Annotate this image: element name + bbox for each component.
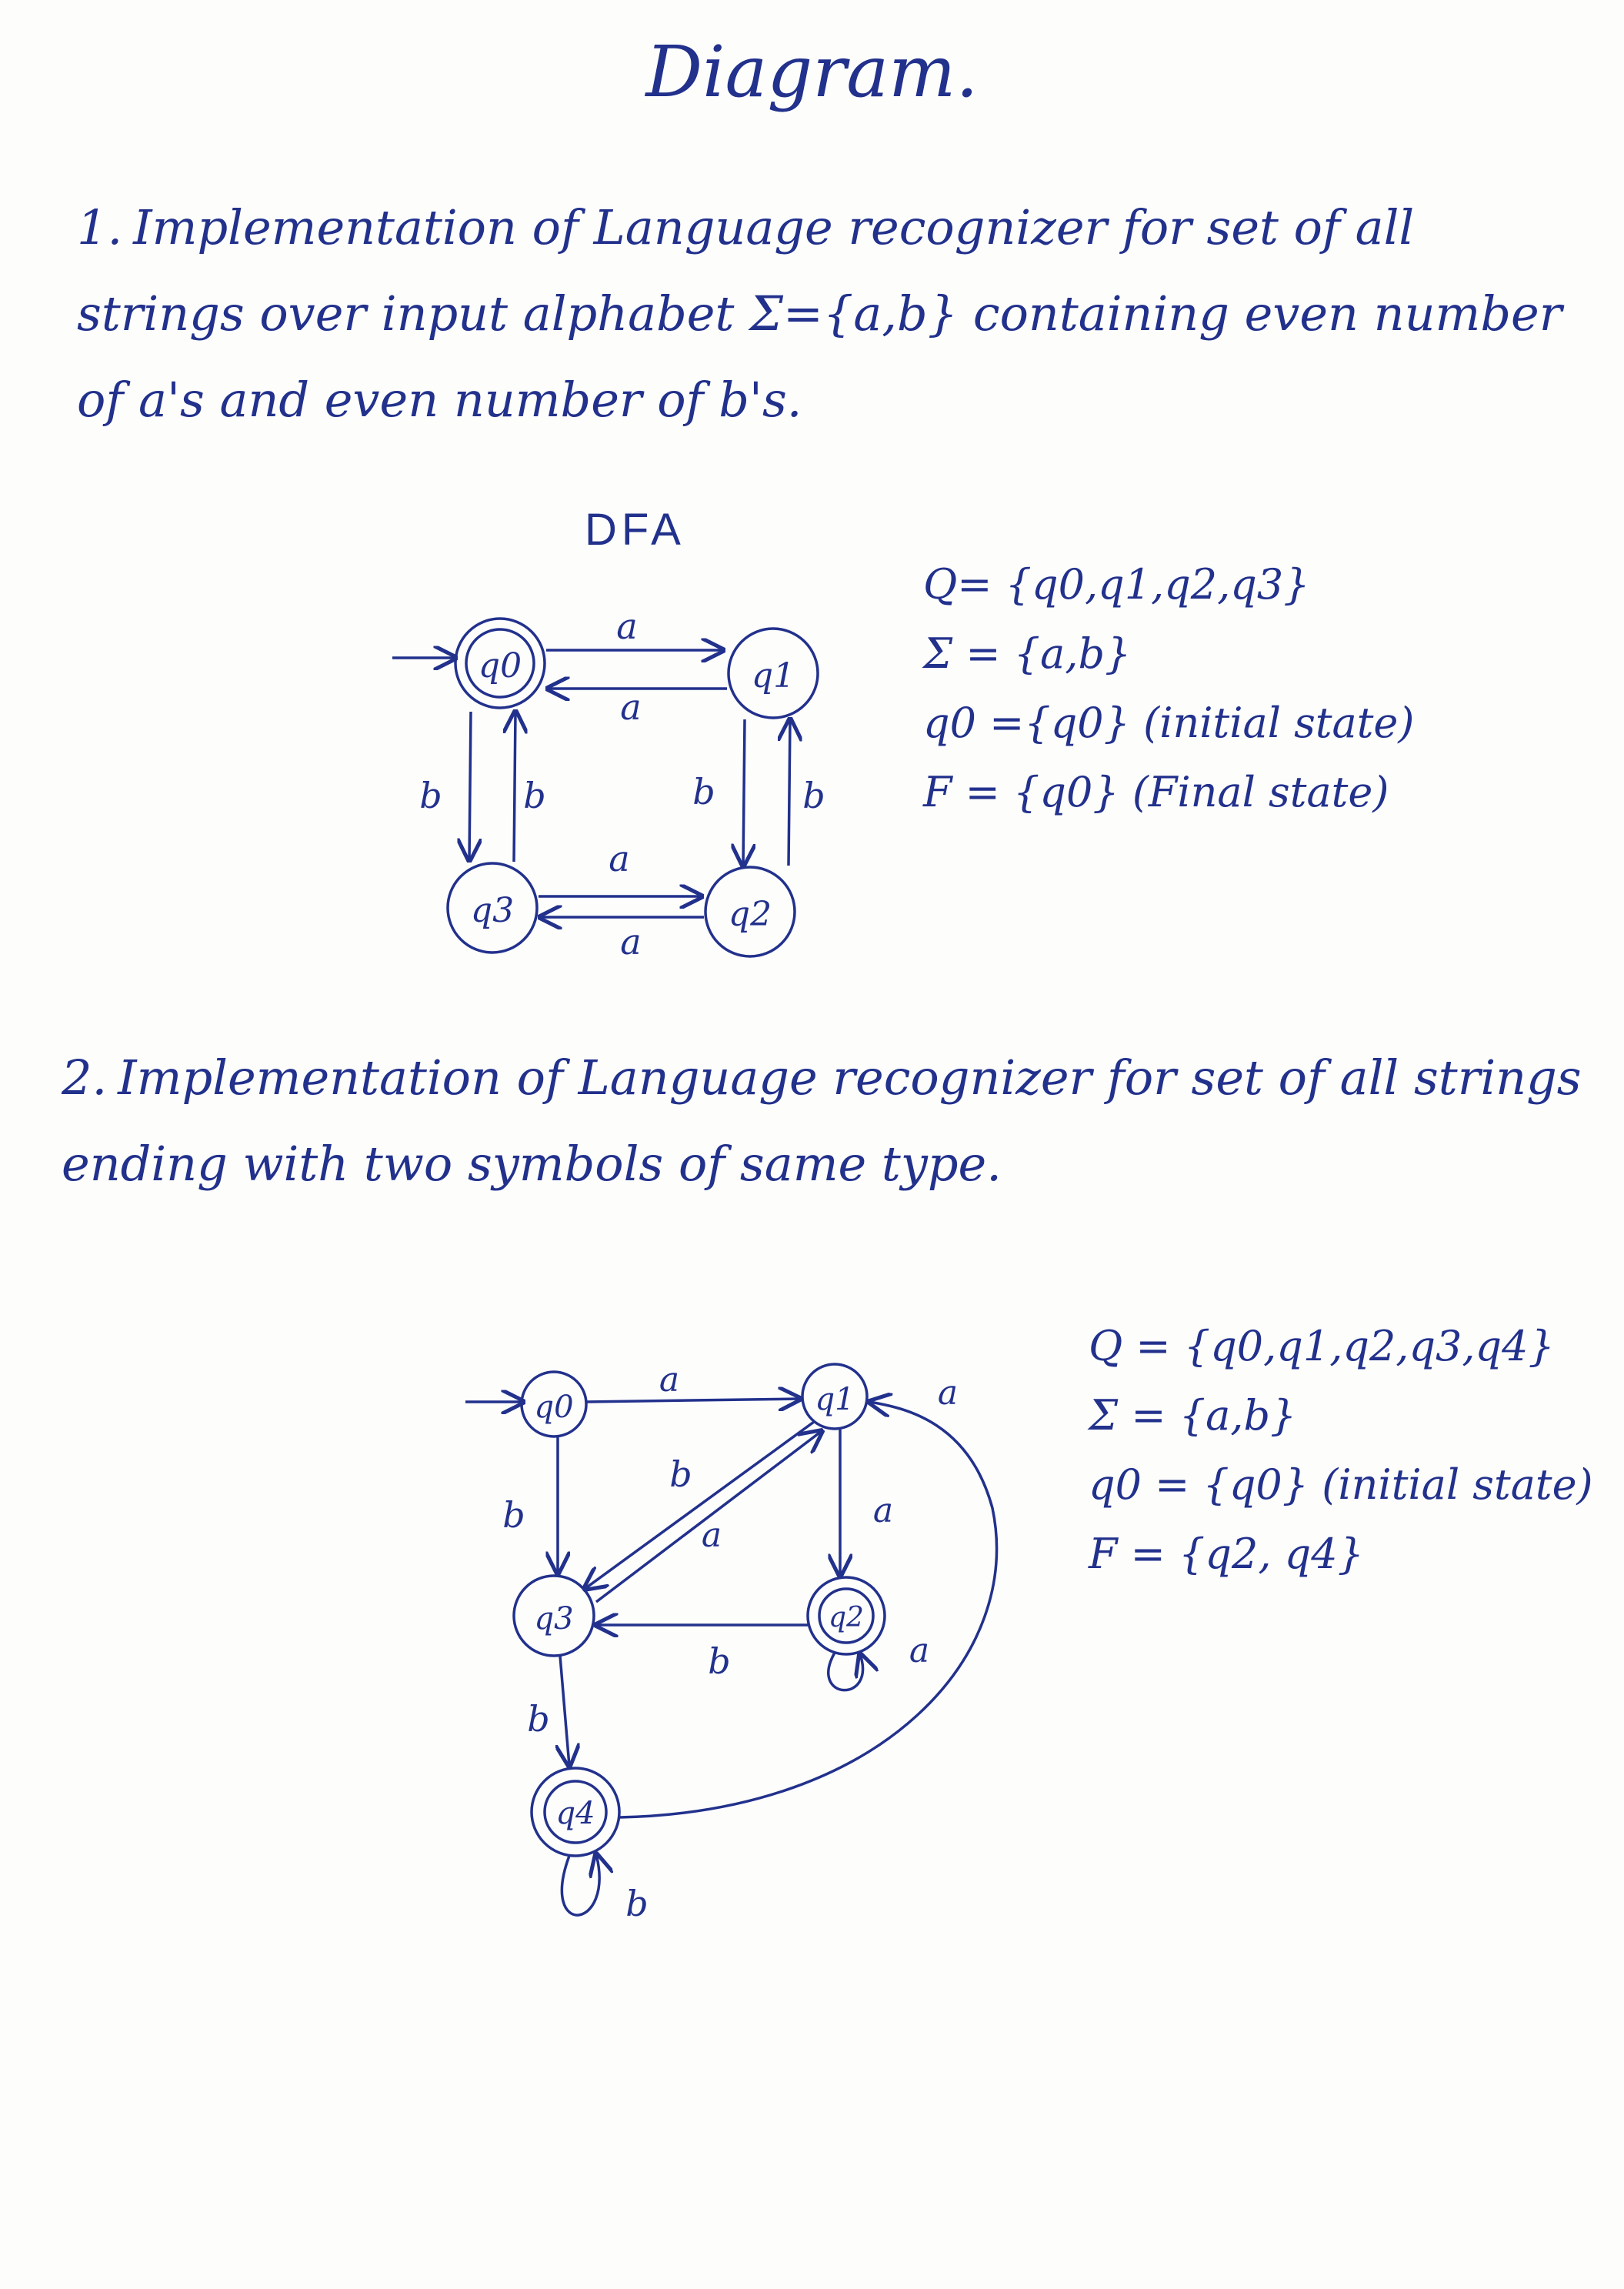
section1-line-3: of a's and even number of b's. [77,372,802,428]
edge-q0-q3-label: b [419,775,442,816]
state-q1-label: q1 [751,656,795,696]
edge2-q2-loop [829,1653,863,1690]
edge2-q3-q1-label: a [701,1516,722,1555]
edge-q3-q2-label: a [609,838,630,879]
section2-line-2: ending with two symbols of same type. [62,1136,1002,1192]
def-initial-state: q0 ={q0} (initial state) [923,699,1415,747]
def2-initial-state: q0 = {q0} (initial state) [1089,1460,1593,1509]
edge2-q3-q4-label: b [527,1698,550,1740]
def2-alphabet: Σ = {a,b} [1089,1391,1297,1440]
state2-q1-label: q1 [815,1382,855,1417]
edge2-q2-q3-label: b [708,1640,731,1682]
edge2-q0-q1-label: a [659,1360,680,1400]
edge-q1-q0-label: a [620,686,642,728]
state2-q4-label: q4 [555,1796,595,1831]
edge2-q1-q3 [585,1422,814,1589]
def2-states: Q = {q0,q1,q2,q3,q4} [1089,1322,1555,1370]
edge-q1-q2-label: b [692,771,715,812]
section1-number: 1. [77,199,123,255]
edge2-q4-loop-label: b [625,1883,649,1924]
edge-q2-q1-label: b [802,775,825,816]
edge2-q2-loop-label: a [909,1631,930,1670]
state2-q2 [808,1577,885,1654]
section2-line-1: Implementation of Language recognizer for set of all strings [118,1049,1582,1106]
state-q0-label: q0 [478,646,522,686]
def2-final-states: F = {q2, q4} [1089,1530,1364,1578]
edge-q2-q3-label: a [620,921,642,963]
section2-number: 2. [62,1049,108,1106]
page-title: Diagram. [645,31,979,113]
edge2-q4-q1-label: a [937,1373,959,1413]
edge2-q1-q2-label: a [872,1491,894,1530]
edge-q3-q0-label: b [523,775,546,816]
edge2-q3-q4 [560,1656,569,1766]
def-alphabet: Σ = {a,b} [923,629,1132,678]
state2-q2-label: q2 [829,1602,864,1633]
state-q3-label: q3 [470,891,515,930]
section1-line-1: Implementation of Language recognizer for set of all [133,199,1415,255]
edge2-q0-q1 [586,1399,800,1402]
state2-q3-label: q3 [534,1601,574,1637]
def-states: Q= {q0,q1,q2,q3} [923,560,1310,609]
dfa-label: DFA [585,505,685,555]
state2-q0-label: q0 [534,1390,574,1425]
def-final-state: F = {q0} (Final state) [923,768,1389,816]
section2-definitions [1089,1312,1593,1589]
state2-q4 [532,1768,619,1856]
edge2-q1-q3-label: b [669,1453,692,1495]
state2-q1 [802,1364,867,1429]
edge2-q0-q3-label: b [502,1494,525,1536]
state-q2-label: q2 [728,895,772,934]
section1-line-2: strings over input alphabet Σ={a,b} containing even number [77,285,1562,342]
edge-q0-q1-label: a [616,606,638,647]
edge2-q4-loop [562,1854,599,1915]
state2-q0 [522,1372,586,1436]
state2-q3 [514,1576,594,1656]
